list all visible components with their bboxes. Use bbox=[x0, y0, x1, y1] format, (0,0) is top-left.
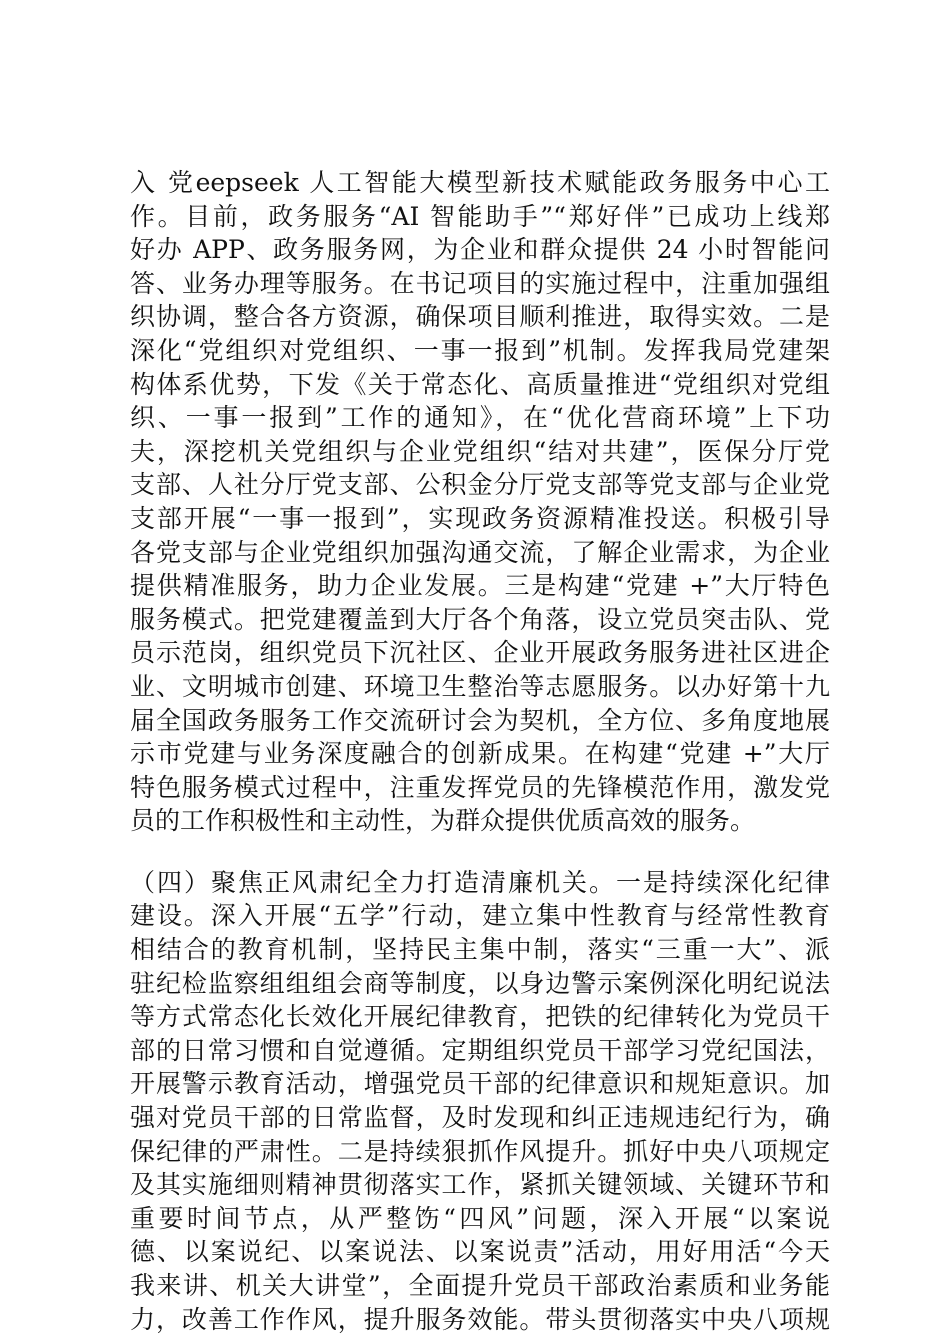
text-line: 织协调，整合各方资源，确保项目顺利推进，取得实效。二是 bbox=[130, 302, 830, 332]
text-line: （四）聚焦正风肃纪全力打造清廉机关。一是持续深化纪律 bbox=[130, 867, 830, 897]
text-line: 业、文明城市创建、环境卫生整治等志愿服务。以办好第十九 bbox=[130, 671, 830, 701]
text-line: 支部开展“一事一报到”，实现政务资源精准投送。积极引导 bbox=[130, 503, 830, 533]
text-line: 员的工作积极性和主动性，为群众提供优质高效的服务。 bbox=[130, 806, 756, 836]
text-line: 作。目前，政务服务“AI 智能助手”“郑好伴”已成功上线郑 bbox=[130, 201, 830, 231]
text-line: 构体系优势，下发《关于常态化、高质量推进“党组织对党组 bbox=[130, 369, 830, 399]
text-line: 示市党建与业务深度融合的创新成果。在构建“党建 +”大厅 bbox=[130, 739, 830, 769]
paragraph-spacer bbox=[130, 838, 830, 866]
text-line: 各党支部与企业党组织加强沟通交流，了解企业需求，为企业 bbox=[130, 537, 830, 567]
text-line: 重要时间节点，从严整饬“四风”问题，深入开展“以案说 bbox=[130, 1203, 830, 1233]
text-line: 答、业务办理等服务。在书记项目的实施过程中，注重加强组 bbox=[130, 268, 830, 298]
text-line: 特色服务模式过程中，注重发挥党员的先锋模范作用，激发党 bbox=[130, 772, 830, 802]
text-line: 提供精准服务，助力企业发展。三是构建“党建 +”大厅特色 bbox=[130, 571, 830, 601]
text-line: 相结合的教育机制，坚持民主集中制，落实“三重一大”、派 bbox=[130, 935, 830, 965]
text-line: 开展警示教育活动，增强党员干部的纪律意识和规矩意识。加 bbox=[130, 1069, 830, 1099]
text-line: 夫，深挖机关党组织与企业党组织“结对共建”，医保分厅党 bbox=[130, 436, 830, 466]
paragraph-party-building bbox=[130, 166, 830, 838]
text-line: 力，改善工作作风，提升服务效能。带头贯彻落实中央八项规 bbox=[130, 1304, 830, 1334]
text-line: 好办 APP、政务服务网，为企业和群众提供 24 小时智能问 bbox=[130, 235, 830, 265]
text-line: 及其实施细则精神贯彻落实工作，紧抓关键领域、关键环节和 bbox=[130, 1170, 830, 1200]
text-line: 建设。深入开展“五学”行动，建立集中性教育与经常性教育 bbox=[130, 901, 830, 931]
text-line: 我来讲、机关大讲堂”，全面提升党员干部政治素质和业务能 bbox=[130, 1271, 830, 1300]
text-line: 服务模式。把党建覆盖到大厅各个角落，设立党员突击队、党 bbox=[130, 604, 830, 634]
text-line: 部的日常习惯和自觉遵循。定期组织党员干部学习党纪国法， bbox=[130, 1035, 830, 1065]
paragraph-clean-government bbox=[130, 866, 830, 1336]
text-line: 织、一事一报到”工作的通知》，在“优化营商环境”上下功 bbox=[130, 403, 830, 433]
text-line: 员示范岗，组织党员下沉社区、企业开展政务服务进社区进企 bbox=[130, 638, 830, 668]
text-line: 保纪律的严肃性。二是持续狠抓作风提升。抓好中央八项规定 bbox=[130, 1136, 830, 1166]
text-line: 届全国政务服务工作交流研讨会为契机，全方位、多角度地展 bbox=[130, 705, 830, 735]
text-line: 强对党员干部的日常监督，及时发现和纠正违规违纪行为，确 bbox=[130, 1103, 830, 1133]
text-line: 等方式常态化长效化开展纪律教育，把铁的纪律转化为党员干 bbox=[130, 1002, 830, 1032]
text-line: 入 党eepseek 人工智能大模型新技术赋能政务服务中心工 bbox=[130, 168, 830, 197]
text-line: 驻纪检监察组组组会商等制度，以身边警示案例深化明纪说法 bbox=[130, 968, 830, 998]
document-body bbox=[130, 166, 830, 1336]
text-line: 深化“党组织对党组织、一事一报到”机制。发挥我局党建架 bbox=[130, 335, 830, 365]
text-line: 支部、人社分厅党支部、公积金分厅党支部等党支部与企业党 bbox=[130, 470, 830, 500]
text-line: 德、以案说纪、以案说法、以案说责”活动，用好用活“今天 bbox=[130, 1237, 830, 1267]
